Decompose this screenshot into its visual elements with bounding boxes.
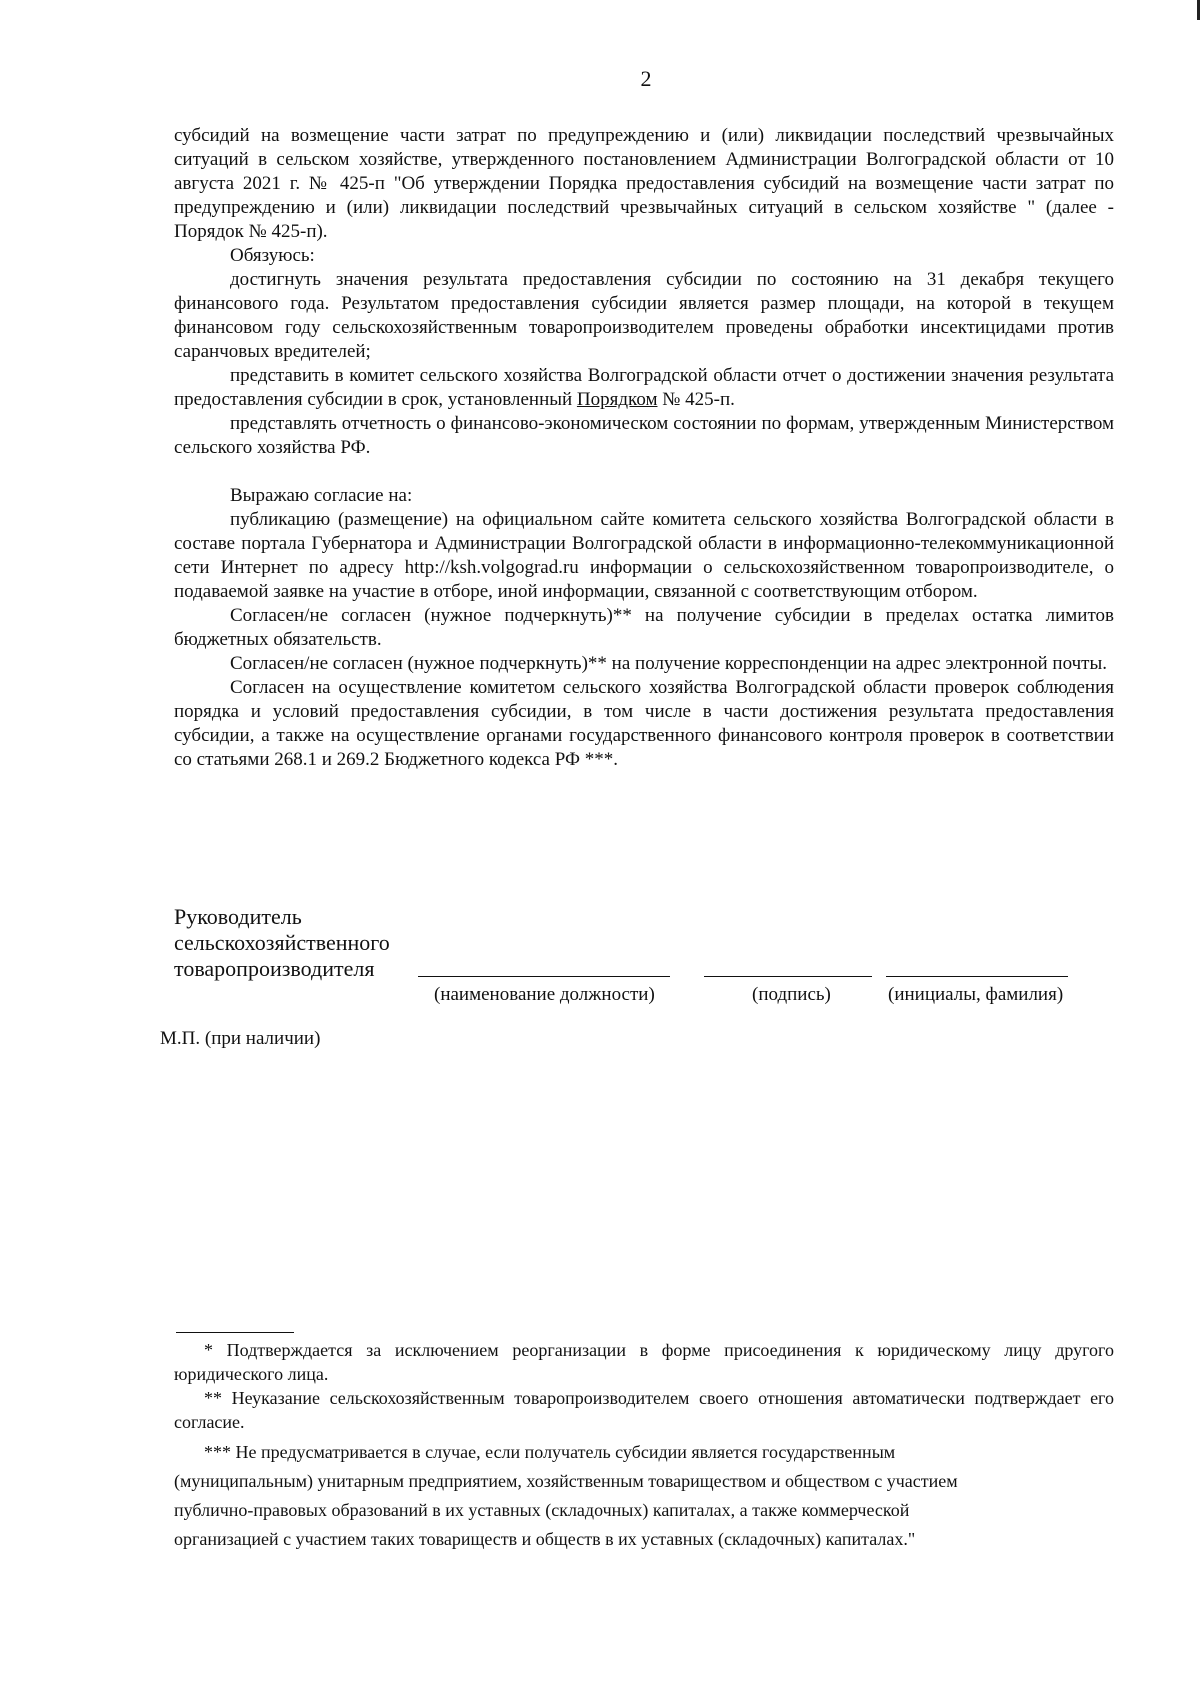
- footnote-3-line: (муниципальным) унитарным предприятием, хозяйственным товариществом и обществом с участием: [174, 1471, 958, 1491]
- consent-heading: Выражаю согласие на:: [230, 485, 413, 506]
- footnote-2: ** Неуказание сельскохозяйственным товаропроизводителем своего отношения автоматически подтверждает его согласие.: [174, 1388, 1114, 1432]
- obligation-report-end: № 425-п.: [657, 389, 735, 410]
- document-body: [174, 124, 1114, 772]
- consent-email: Согласен/не согласен (нужное подчеркнуть)** на получение корреспонденции на адрес электронной почты.: [230, 653, 1107, 674]
- obligation-report-text: представить в комитет сельского хозяйства Волгоградской области отчет о достижении значения результата предоставления субсидии в срок, установленный: [174, 365, 1114, 410]
- footnote-3: [174, 1438, 1114, 1554]
- obligation-result: достигнуть значения результата предоставления субсидии по состоянию на 31 декабря текущего финансового года. Результатом предоставления субсидии является размер площади, на которой в текущем финансовом году сельскохозяйственным товаропроизводителем проведены обработки инсектицидами против саранчовых вредителей;: [174, 269, 1114, 362]
- signature-block: [174, 904, 1094, 1014]
- signatory-title-line: Руководитель: [174, 904, 302, 929]
- name-caption: (инициалы, фамилия): [888, 984, 1064, 1005]
- order-link[interactable]: Порядком: [576, 389, 658, 410]
- consent-budget-limits: Согласен/не согласен (нужное подчеркнуть)** на получение субсидии в пределах остатка лимитов бюджетных обязательств.: [174, 605, 1114, 650]
- signatory-title-line: товаропроизводителя: [174, 956, 375, 981]
- intro-paragraph: субсидий на возмещение части затрат по предупреждению и (или) ликвидации последствий чрезвычайных ситуаций в сельском хозяйстве, утвержденного постановлением Администрации Волгоградской области от 10 августа 2021 г. № 425-п "Об утверждении Порядка предоставления субсидий на возмещение части затрат по предупреждению и (или) ликвидации последствий чрезвычайных ситуаций в сельском хозяйстве " (далее - Порядок № 425-п).: [174, 125, 1114, 242]
- consent-audit: Согласен на осуществление комитетом сельского хозяйства Волгоградской области проверок соблюдения порядка и условий предоставления субсидии, в том числе в части достижения результата предоставления субсидии, а также на осуществление органами государственного финансового контроля проверок в соответствии со статьями 268.1 и 269.2 Бюджетного кодекса РФ ***.: [174, 677, 1114, 770]
- footnote-separator: [176, 1332, 294, 1333]
- footnote-1: * Подтверждается за исключением реорганизации в форме присоединения к юридическому лицу другого юридического лица.: [174, 1340, 1114, 1384]
- obligations-heading: Обязуюсь:: [230, 245, 315, 266]
- footnotes: [174, 1338, 1114, 1554]
- signatory-title: [174, 904, 390, 982]
- footnote-3-line: публично-правовых образований в их уставных (складочных) капиталах, а также коммерческой: [174, 1500, 910, 1520]
- obligation-reporting-forms: представлять отчетность о финансово-экономическом состоянии по формам, утвержденным Министерством сельского хозяйства РФ.: [174, 413, 1114, 458]
- stamp-label: М.П. (при наличии): [160, 1028, 321, 1049]
- name-signature-line[interactable]: [886, 976, 1068, 977]
- page-number: 2: [640, 66, 652, 91]
- signature-line[interactable]: [704, 976, 872, 977]
- position-signature-line[interactable]: [418, 976, 670, 977]
- obligation-report: [174, 364, 1114, 412]
- footnote-3-line: организацией с участием таких товариществ и обществ в их уставных (складочных) капиталах.": [174, 1529, 916, 1549]
- signatory-title-line: сельскохозяйственного: [174, 930, 390, 955]
- footnote-3-line: *** Не предусматривается в случае, если получатель субсидии является государственным: [204, 1442, 896, 1462]
- signature-caption: (подпись): [752, 984, 831, 1005]
- position-caption: (наименование должности): [434, 984, 655, 1005]
- consent-publication: публикацию (размещение) на официальном сайте комитета сельского хозяйства Волгоградской области в составе портала Губернатора и Администрации Волгоградской области в информационно-телекоммуникационной сети Интернет по адресу http://ksh.volgograd.ru информации о сельскохозяйственном товаропроизводителе, о подаваемой заявке на участие в отборе, иной информации, связанной с соответствующим отбором.: [174, 509, 1114, 602]
